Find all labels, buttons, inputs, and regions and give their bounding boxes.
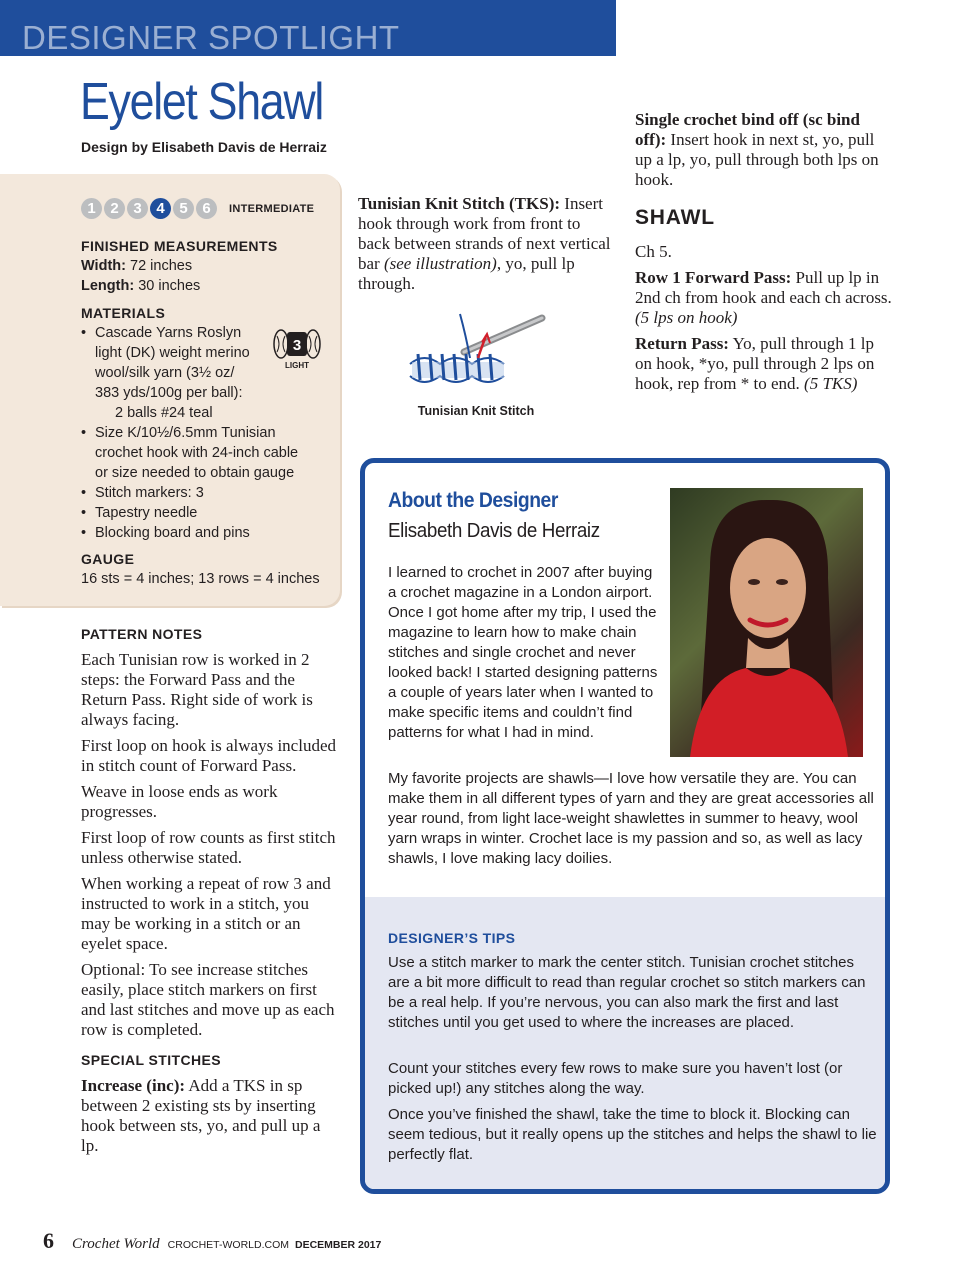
materials-heading: MATERIALS — [81, 305, 166, 321]
tks-definition: Tunisian Knit Stitch (TKS): Insert hook through work from front to back between strands of next vertical bar (see illustration), yo, pull lp through. — [358, 194, 611, 293]
byline: Design by Elisabeth Davis de Herraiz — [81, 139, 327, 155]
tip-2: Count your stitches every few rows to make sure you haven’t lost (or picked up!) any stitches along the way. — [388, 1060, 843, 1097]
skill-dot-3: 3 — [127, 198, 148, 219]
materials-item-needle: • Tapestry needle — [81, 503, 331, 523]
stitch-increase: Increase (inc): Add a TKS in sp between 2 existing sts by inserting hook between sts, yo, and pull up a lp. — [81, 1076, 321, 1155]
skill-dot-2: 2 — [104, 198, 125, 219]
gauge-heading: GAUGE — [81, 551, 135, 567]
special-stitches-heading: SPECIAL STITCHES — [81, 1052, 221, 1068]
materials-item-yarn: • Cascade Yarns Roslyn light (DK) weight merino wool/silk yarn (3½ oz/ 383 yds/100g per ball): 2 balls #24 teal — [81, 323, 331, 423]
pattern-note-2: First loop on hook is always included in stitch count of Forward Pass. — [81, 736, 336, 775]
shawl-ch: Ch 5. — [635, 242, 672, 261]
issue-date: DECEMBER 2017 — [295, 1239, 382, 1251]
about-designer-box — [360, 458, 890, 1194]
skill-dot-1: 1 — [81, 198, 102, 219]
tip-1: Use a stitch marker to mark the center stitch. Tunisian crochet stitches are a bit more difficult to read than regular crochet so stitch markers can be a real help. If you’re nervous, you can also mark the first and last stitches until you get used to where the increases are placed. — [388, 954, 866, 1031]
materials-item-blocking: • Blocking board and pins — [81, 523, 331, 543]
tks-illustration — [404, 306, 554, 396]
skill-dot-6: 6 — [196, 198, 217, 219]
yarn-weight-icon — [272, 326, 322, 370]
skill-label: INTERMEDIATE — [229, 202, 315, 215]
finished-width: Width: 72 inches — [81, 258, 193, 274]
designer-photo — [670, 488, 863, 757]
yarn-weight-number: 3 — [292, 337, 302, 354]
pattern-note-4: First loop of row counts as first stitch unless otherwise stated. — [81, 828, 336, 867]
pattern-notes — [81, 626, 337, 1156]
pattern-notes-heading: PATTERN NOTES — [81, 626, 203, 642]
skill-dot-5: 5 — [173, 198, 194, 219]
shawl-row1: Row 1 Forward Pass: Pull up lp in 2nd ch from hook and each ch across. (5 lps on hook) — [635, 268, 892, 327]
illustration-caption: Tunisian Knit Stitch — [417, 404, 535, 418]
pattern-note-6: Optional: To see increase stitches easily, place stitch markers on first and last stitches and move up as each row is completed. — [81, 960, 335, 1039]
page-footer — [43, 1228, 381, 1254]
yarn-weight-label: LIGHT — [285, 361, 309, 370]
designer-bio-1: I learned to crochet in 2007 after buying a crochet magazine in a London airport. Once I got home after my trip, I used the magazine to learn how to make chain stitches and single crochet and never looked back! I started designing patterns a couple of years later when I wanted to make specific items and couldn’t find patterns for what I had in mind. — [388, 564, 658, 741]
materials-item-markers: • Stitch markers: 3 — [81, 483, 331, 503]
page-title: Eyelet Shawl — [80, 73, 324, 131]
section-label: DESIGNER SPOTLIGHT — [22, 19, 400, 56]
pattern-note-1: Each Tunisian row is worked in 2 steps: the Forward Pass and the Return Pass. Right side of work is always facing. — [81, 650, 313, 729]
magazine-url: CROCHET-WORLD.COM — [167, 1239, 289, 1251]
skill-level — [81, 198, 314, 219]
designer-portrait-icon — [670, 488, 863, 757]
pattern-note-3: Weave in loose ends as work progresses. — [81, 782, 278, 821]
magazine-name: Crochet World — [72, 1236, 160, 1252]
shawl-instructions — [635, 206, 895, 394]
page-number: 6 — [43, 1228, 54, 1253]
finished-length: Length: 30 inches — [81, 278, 201, 294]
skill-dot-4: 4 — [150, 198, 171, 219]
section-banner — [0, 0, 616, 56]
shawl-heading: SHAWL — [635, 206, 715, 229]
designer-heading: About the Designer — [388, 489, 558, 512]
shawl-return: Return Pass: Yo, pull through 1 lp on hook, *yo, pull through 2 lps on hook, rep from * to end. (5 TKS) — [635, 334, 875, 393]
tip-3: Once you’ve finished the shawl, take the time to block it. Blocking can seem tedious, but it really opens up the stitches and helps the shawl to lie perfectly flat. — [388, 1106, 877, 1163]
gauge-text: 16 sts = 4 inches; 13 rows = 4 inches — [81, 571, 320, 587]
tips-heading: DESIGNER’S TIPS — [388, 930, 516, 946]
materials-item-hook: • Size K/10½/6.5mm Tunisian crochet hook with 24-inch cable or size needed to obtain gauge — [81, 423, 331, 483]
finished-heading: FINISHED MEASUREMENTS — [81, 238, 278, 254]
sc-bind-off: Single crochet bind off (sc bind off): Insert hook in next st, yo, pull up a lp, yo, pull through both lps on hook. — [635, 110, 879, 189]
designer-name: Elisabeth Davis de Herraiz — [388, 520, 600, 542]
pattern-note-5: When working a repeat of row 3 and instructed to work in a stitch, you may be working in a stitch or an eyelet space. — [81, 874, 331, 953]
designer-bio-2: My favorite projects are shawls—I love how versatile they are. You can make them in all different types of yarn and they are great accessories all year round, from light lace-weight shawlettes in summer to heavy, wool yarn wraps in winter. Crochet lace is my passion and so, as well as lacy shawls, I love making lacy doilies. — [388, 770, 874, 867]
